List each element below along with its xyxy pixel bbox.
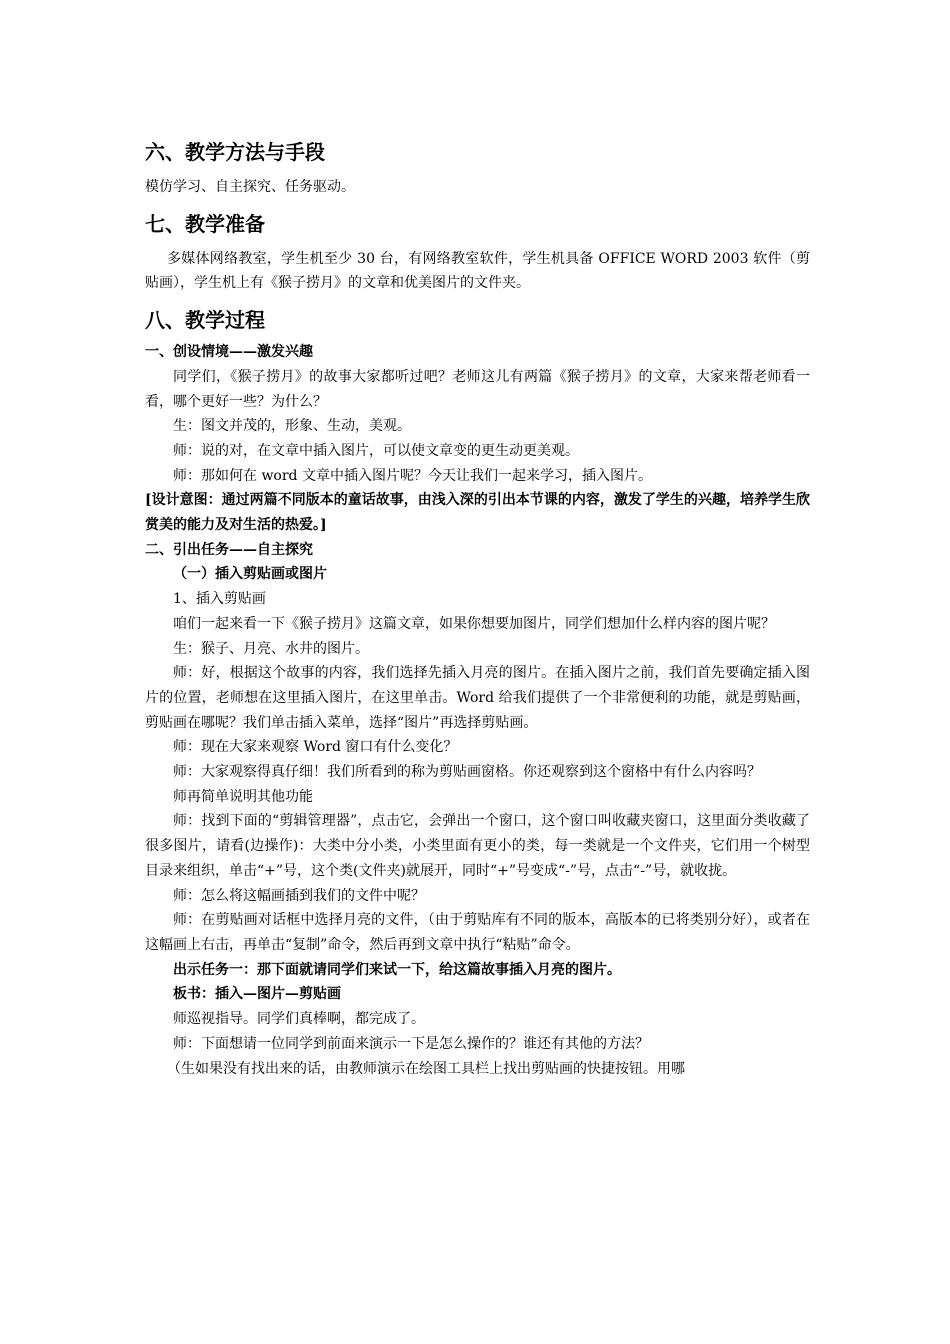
section-6-body: 模仿学习、自主探究、任务驱动。 (145, 179, 355, 195)
item-title: 1、插入剪贴画 (173, 591, 266, 608)
paragraph: 师：好，根据这个故事的内容，我们选择先插入月亮的图片。在插入图片之前，我们首先要确定插入图片的位置，老师想在这里插入图片，在这里单击。Word 给我们提供了一个非常便利的功能，就是剪贴画，剪贴画在哪呢？我们单击插入菜单，选择“图片”再选择剪贴画。 (145, 665, 810, 731)
section-7-title: 七、教学准备 (145, 211, 265, 236)
paragraph: （生如果没有找出来的话，由教师演示在绘图工具栏上找出剪贴画的快捷按钮。用哪 (167, 1060, 685, 1077)
paragraph: 生：图文并茂的，形象、生动，美观。 (173, 418, 411, 435)
paragraph: 咱们一起来看一下《猴子捞月》这篇文章，如果你想要加图片，同学们想加什么样内容的图片呢？ (173, 615, 775, 632)
section-6-title: 六、教学方法与手段 (145, 140, 325, 164)
paragraph: 师：大家观察得真仔细！我们所看到的称为剪贴画窗格。你还观察到这个窗格中有什么内容吗？ (173, 764, 761, 781)
part-2-title: 二、引出任务——自主探究 (145, 541, 313, 558)
section-7-body: 多媒体网络教室，学生机至少 30 台，有网络教室软件，学生机具备 OFFICE WORD 2003 软件（剪贴画），学生机上有《猴子捞月》的文章和优美图片的文件夹。 (145, 250, 810, 292)
document-page (145, 138, 810, 1081)
task-1: 出示任务一：那下面就请同学们来试一下，给这篇故事插入月亮的图片。 (173, 961, 621, 978)
paragraph: 生：猴子、月亮、水井的图片。 (173, 640, 369, 657)
paragraph: 师：现在大家来观察 Word 窗口有什么变化？ (173, 739, 458, 756)
paragraph: 师：说的对，在文章中插入图片，可以使文章变的更生动更美观。 (173, 442, 579, 459)
paragraph: 师：在剪贴画对话框中选择月亮的文件，（由于剪贴库有不同的版本，高版本的已将类别分好），或者在这幅画上右击，再单击“复制”命令，然后再到文章中执行“粘贴”命令。 (145, 912, 810, 953)
paragraph: 师：那如何在 word 文章中插入图片呢？今天让我们一起来学习，插入图片。 (173, 467, 652, 484)
paragraph: 师再简单说明其他功能 (173, 788, 313, 805)
design-intent: [设计意图：通过两篇不同版本的童话故事，由浅入深的引出本节课的内容，激发了学生的兴趣，培养学生欣赏美的能力及对生活的热爱。] (145, 492, 810, 534)
section-8-title: 八、教学过程 (145, 308, 265, 333)
paragraph: 师：找到下面的“剪辑管理器”，点击它，会弹出一个窗口，这个窗口叫收藏夹窗口，这里面分类收藏了很多图片，请看(边操作)：大类中分小类，小类里面有更小的类，每一类就是一个文件夹，它们用一个树型目录来组织，单击“+”号，这个类(文件夹)就展开，同时“+”号变成“-”号，点击“-”号，就收拢。 (145, 813, 810, 879)
paragraph: 同学们，《猴子捞月》的故事大家都听过吧？老师这儿有两篇《猴子捞月》的文章，大家来帮老师看一看，哪个更好一些？为什么？ (145, 368, 810, 410)
paragraph: 师：怎么将这幅画插到我们的文件中呢？ (173, 887, 425, 904)
part-1-title: 一、创设情境——激发兴趣 (145, 344, 313, 361)
paragraph: 师：下面想请一位同学到前面来演示一下是怎么操作的？谁还有其他的方法？ (173, 1035, 649, 1052)
subsection-title: （一）插入剪贴画或图片 (173, 566, 327, 583)
board-writing: 板书：插入—图片—剪贴画 (173, 986, 341, 1003)
paragraph: 师巡视指导。同学们真棒啊，都完成了。 (173, 1011, 425, 1028)
